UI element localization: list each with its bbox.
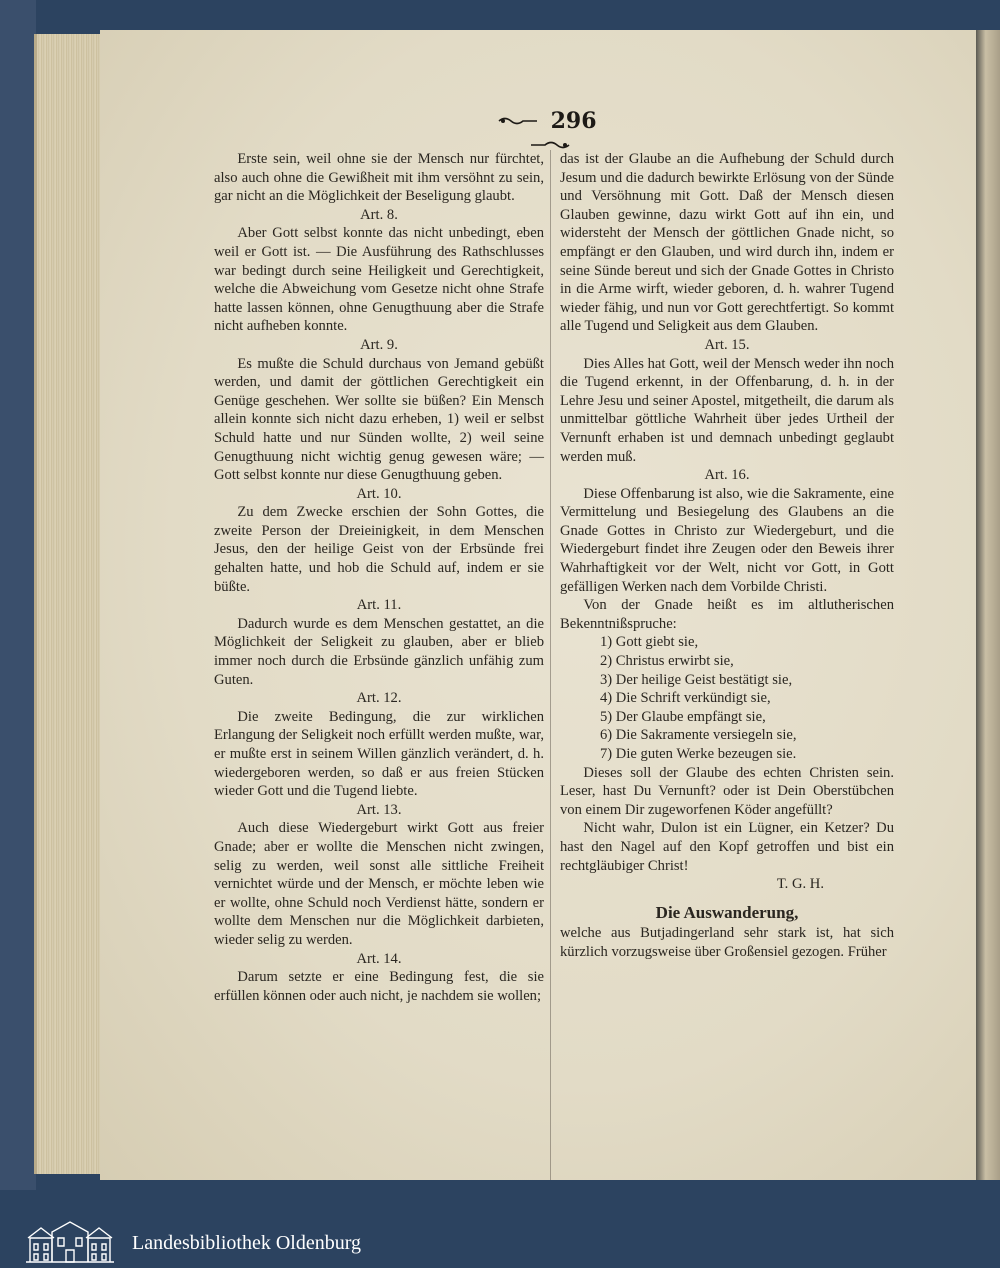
paragraph: Erste sein, weil ohne sie der Mensch nur fürchtet, also auch ohne die Gewißheit mit ihm versöhnt zu sein, gar nicht an die Möglichkeit der Beseligung glaubt. — [214, 151, 544, 205]
section-heading: Die Auswanderung, — [655, 902, 799, 922]
article-number: Art. 9. — [360, 336, 398, 353]
left-column — [214, 150, 544, 1005]
article-number: Art. 10. — [356, 485, 402, 502]
ornament-left-icon — [497, 116, 539, 126]
page-number: 296 — [550, 108, 597, 134]
ornament-right-icon — [529, 140, 571, 150]
author-signature: T. G. H. — [776, 876, 824, 893]
page-stack-edge — [34, 34, 109, 1174]
paragraph: Die zweite Bedingung, die zur wirklichen Erlangung der Seligkeit noch erfüllt werden mußte, war, er mußte erst in seinem Willen gänzlich verändert, d. h. wiedergeboren werden, so daß er aus freien Stücken wieder Gott und die Tugend liebte. — [214, 708, 544, 800]
book-spine — [0, 0, 36, 1190]
list-item: 2) Christus erwirbt sie, — [600, 653, 734, 670]
library-building-icon — [22, 1218, 118, 1266]
list-item: 4) Die Schrift verkündigt sie, — [600, 690, 771, 707]
column-rule — [550, 150, 551, 1180]
article-number: Art. 14. — [356, 950, 402, 967]
paragraph: Auch diese Wiedergeburt wirkt Gott aus freier Gnade; aber er wollte die Menschen nicht zwingen, selig zu werden, weil sonst alle sittliche Freiheit vernichtet würde und der Mensch, er möchte leben wie er wollte, ohne Schuld noch Verdienst hätte, sondern er wollte dem Menschen nur die Möglichkeit darbieten, wieder selig zu werden. — [214, 820, 544, 948]
list-item: 5) Der Glaube empfängt sie, — [600, 708, 766, 725]
paragraph: Dies Alles hat Gott, weil der Mensch weder ihn noch die Tugend erkennt, in der Offenbarung, d. h. in der Lehre Jesu und seiner Apostel, mitgetheilt, die darum als unmittelbar göttliche Wahrheit über jedes Urtheil der Vernunft erhaben ist und demnach unbedingt geglaubt werden muß. — [560, 355, 894, 465]
library-name: Landesbibliothek Oldenburg — [132, 1232, 362, 1254]
paragraph: Darum setzte er eine Bedingung fest, die sie erfüllen können oder auch nicht, je nachdem sie wollen; — [214, 969, 544, 1004]
page-gutter — [976, 30, 1000, 1180]
article-number: Art. 8. — [360, 206, 398, 223]
page-header — [480, 108, 620, 138]
right-column — [560, 150, 894, 962]
paragraph: Nicht wahr, Dulon ist ein Lügner, ein Ketzer? Du hast den Nagel auf den Kopf getroffen und bist ein rechtgläubiger Christ! — [560, 820, 894, 874]
paragraph: Diese Offenbarung ist also, wie die Sakramente, eine Vermittelung und Besiegelung des Glaubens an die Gnade Gottes in Christo zur Wiedergeburt, und die Wiedergeburt findet ihre Zeugen oder den Beweis ihrer Wahrhaftigkeit vor der Welt, nicht vor Gott, in Gott gefälligen Werken nach dem Vorbilde Christi. — [560, 485, 894, 595]
list-item: 1) Gott giebt sie, — [600, 634, 699, 651]
article-number: Art. 15. — [704, 336, 750, 353]
paragraph: Dieses soll der Glaube des echten Christen sein. Leser, hast Du Vernunft? oder ist Dein Oberstübchen von einem Dir zugeworfenen Köder angefüllt? — [560, 764, 894, 818]
list-item: 3) Der heilige Geist bestätigt sie, — [600, 671, 793, 688]
paragraph: Es mußte die Schuld durchaus von Jemand gebüßt werden, und damit der göttlichen Gerechtigkeit ein Genüge geschehen. Wer sollte sie büßen? Ein Mensch allein konnte sich nicht dazu erheben, 1) weil er selbst Schuld hatte und nur Sünden wollte, 2) weil seine Genugthuung nicht wichtig genug gewesen wäre; — Gott selbst konnte nur diese Genugthuung geben. — [214, 355, 544, 484]
article-number: Art. 11. — [356, 597, 402, 614]
paragraph-continued: welche aus Butjadingerland sehr stark ist, hat sich kürzlich vorzugsweise über Großensiel gezogen. Früher — [560, 925, 894, 960]
paragraph: Zu dem Zwecke erschien der Sohn Gottes, die zweite Person der Dreieinigkeit, in dem Menschen Jesus, den der heilige Geist von der Erbsünde frei gehalten hatte, und hob die Schuld auf, indem er sie büßte. — [214, 504, 544, 595]
article-number: Art. 12. — [356, 690, 402, 707]
paragraph: Aber Gott selbst konnte das nicht unbedingt, eben weil er Gott ist. — Die Ausführung des Rathschlusses war bedingt durch seine Heiligkeit und Gerechtigkeit, welche die Abweichung vom Gesetze nicht ohne Strafe hatte lassen können, ohne Genugthuung aber die Strafe nicht aufheben konnte. — [214, 225, 544, 335]
list-item: 7) Die guten Werke bezeugen sie. — [600, 746, 797, 762]
list-item: 6) Die Sakramente versiegeln sie, — [600, 727, 797, 744]
article-number: Art. 13. — [356, 801, 402, 818]
article-number: Art. 16. — [704, 467, 750, 484]
paragraph-continued: das ist der Glaube an die Aufhebung der Schuld durch Jesum und die dadurch bewirkte Erlösung von der Sünde und Versöhnung mit Gott. Daß der Mensch diesen Glauben gewinne, dazu wirkt Gott auf ihn ein, und widersteht der Mensch der göttlichen Gnade nicht, so empfängt er den Glauben, und wird durch ihn, indem er seine Sünde bereut und sich der Gnade Gottes in Christo in die Arme wirft, wieder geboren, d. h. wahrer Tugend wieder fähig, und nun vor Gott gerechtfertigt. So kommt alle Tugend und Seligkeit aus dem Glauben. — [560, 151, 894, 335]
paragraph: Dadurch wurde es dem Menschen gestattet, an die Möglichkeit der Seligkeit zu glauben, aber er blieb immer noch durch die Erbsünde gänzlich unfähig zum Guten. — [214, 615, 544, 688]
paragraph: Von der Gnade heißt es im altlutherischen Bekenntnißspruche: — [560, 597, 894, 632]
